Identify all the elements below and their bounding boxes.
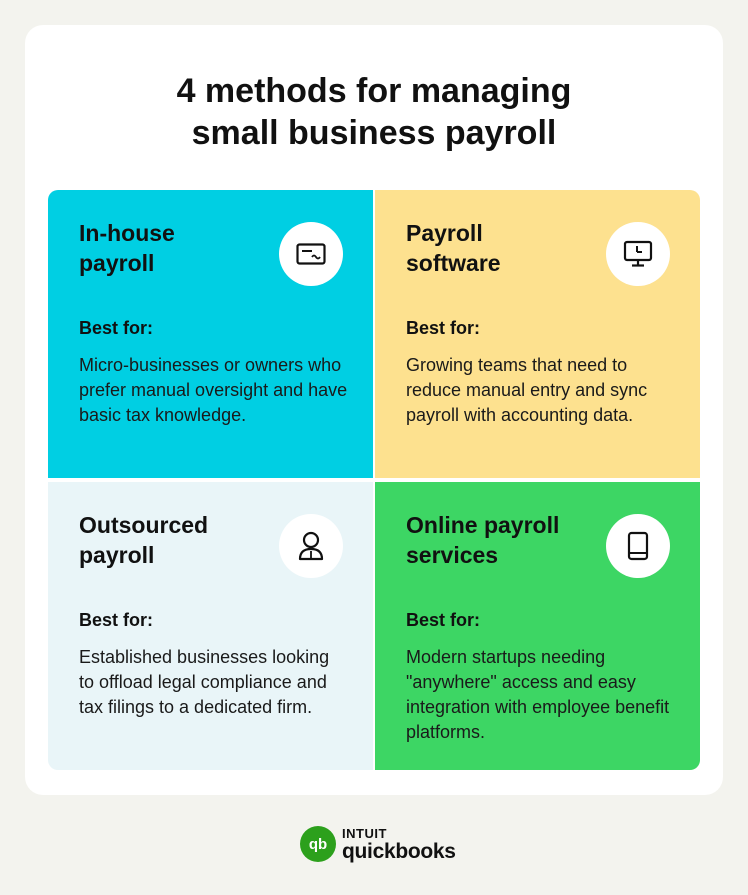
method-description: Established businesses looking to offload legal compliance and tax filings to a dedicated firm. (79, 647, 330, 717)
method-description: Growing teams that need to reduce manual entry and sync payroll with accounting data. (406, 355, 648, 425)
method-title (406, 510, 616, 570)
method-in-house-payroll (48, 190, 373, 478)
method-title (406, 218, 596, 278)
method-title-line-1: In-house (79, 220, 175, 246)
monitor-clock-icon (606, 222, 670, 286)
method-description: Modern startups needing "anywhere" access and easy integration with employee benefit platforms. (406, 647, 670, 742)
page-title (0, 70, 748, 154)
method-title (79, 218, 269, 278)
logo-brand: INTUIT (342, 825, 387, 841)
method-online-payroll-services (375, 482, 700, 770)
method-payroll-software (375, 190, 700, 478)
best-for-label: Best for: (79, 318, 154, 338)
method-title-line-2: software (406, 250, 501, 276)
method-title-line-1: Online payroll (406, 512, 560, 538)
method-title-line-1: Payroll (406, 220, 483, 246)
method-title-line-1: Outsourced (79, 512, 209, 538)
method-description: Micro-businesses or owners who prefer manual oversight and have basic tax knowledge. (79, 355, 348, 425)
logo-product: quickbooks (342, 839, 456, 863)
method-title-line-2: services (406, 542, 499, 568)
tablet-icon (606, 514, 670, 578)
check-icon (279, 222, 343, 286)
title-line-1: 4 methods for managing (176, 72, 572, 110)
person-icon (279, 514, 343, 578)
method-title (79, 510, 269, 570)
title-line-2: small business payroll (191, 114, 557, 152)
method-title-line-2: payroll (79, 542, 155, 568)
svg-text:qb: qb (308, 836, 328, 853)
quickbooks-logo-icon (300, 826, 336, 862)
method-outsourced-payroll (48, 482, 373, 770)
intuit-quickbooks-logo (300, 826, 456, 862)
method-title-line-2: payroll (79, 250, 155, 276)
best-for-label: Best for: (406, 318, 481, 338)
best-for-label: Best for: (79, 610, 154, 630)
best-for-label: Best for: (406, 610, 481, 630)
